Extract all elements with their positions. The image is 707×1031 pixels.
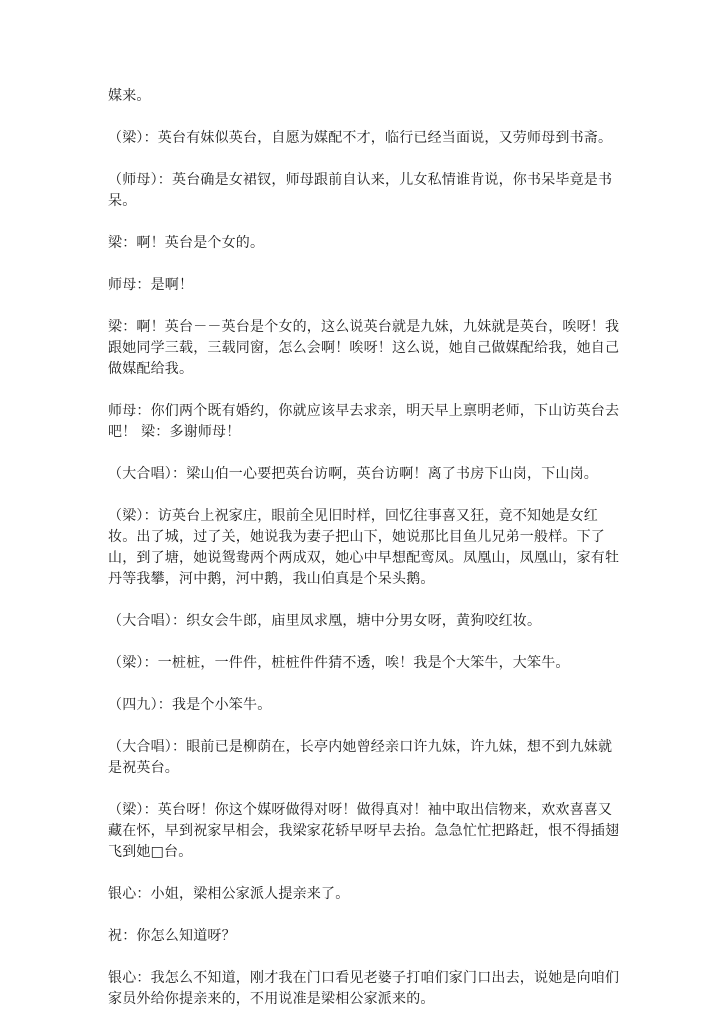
paragraph-17: 银心：我怎么不知道，刚才我在门口看见老婆子打咱们家门口出去，说她是向咱们家员外给你提亲来的，不用说准是梁相公家派来的。 bbox=[108, 970, 620, 1007]
paragraph-12: （四九）：我是个小笨牛。 bbox=[108, 697, 272, 713]
paragraph-6: 梁：啊！英台－－英台是个女的，这么说英台就是九妹，九妹就是英台，唉呀！我跟她同学三载，三载同窗，怎么会啊！唉呀！这么说，她自己做媒配给我，她自己做媒配给我。 bbox=[108, 319, 620, 377]
paragraph-1: 媒来。 bbox=[108, 88, 151, 104]
paragraph-15: 银心：小姐，梁相公家派人提亲来了。 bbox=[108, 886, 350, 902]
paragraph-11: （梁）：一桩桩，一件件，桩桩件件猜不透，唉！我是个大笨牛，大笨牛。 bbox=[108, 655, 570, 671]
paragraph-10: （大合唱）：织女会牛郎，庙里凤求凰，塘中分男女呀，黄狗咬红妆。 bbox=[108, 613, 542, 629]
document-page bbox=[108, 86, 622, 1031]
paragraph-3: （师母）：英台确是女裙钗，师母跟前自认来，儿女私情谁肯说，你书呆毕竟是书呆。 bbox=[108, 172, 613, 209]
paragraph-2: （梁）：英台有妹似英台，自愿为媒配不才，临行已经当面说，又劳师母到书斋。 bbox=[108, 130, 613, 146]
paragraph-14: （梁）：英台呀！你这个媒呀做得对呀！做得真对！袖中取出信物来，欢欢喜喜又藏在怀，早到祝家早相会，我梁家花轿早呀早去抬。急急忙忙把路赶，恨不得插翅飞到她□台。 bbox=[108, 802, 620, 860]
paragraph-9: （梁）：访英台上祝家庄，眼前全见旧时样，回忆往事喜又狂，竟不知她是女红妆。出了城，过了关，她说我为妻子把山下，她说那比目鱼儿兄弟一般样。下了山，到了塘，她说鸳鸯两个两成双，她心中早想配鸾凤。凤凰山，凤凰山，家有牡丹等我攀，河中鹅，河中鹅，我山伯真是个呆头鹅。 bbox=[108, 508, 620, 587]
paragraph-13: （大合唱）：眼前已是柳荫在，长亭内她曾经亲口许九妹，许九妹，想不到九妹就是祝英台。 bbox=[108, 739, 613, 776]
paragraph-5: 师母：是啊！ bbox=[108, 277, 194, 293]
paragraph-7: 师母：你们两个既有婚约，你就应该早去求亲，明天早上禀明老师，下山访英台去吧！ 梁：多谢师母！ bbox=[108, 403, 620, 440]
paragraph-8: （大合唱）：梁山伯一心要把英台访啊，英台访啊！离了书房下山岗，下山岗。 bbox=[108, 466, 598, 482]
paragraph-4: 梁：啊！英台是个女的。 bbox=[108, 235, 265, 251]
paragraph-16: 祝：你怎么知道呀？ bbox=[108, 928, 236, 944]
